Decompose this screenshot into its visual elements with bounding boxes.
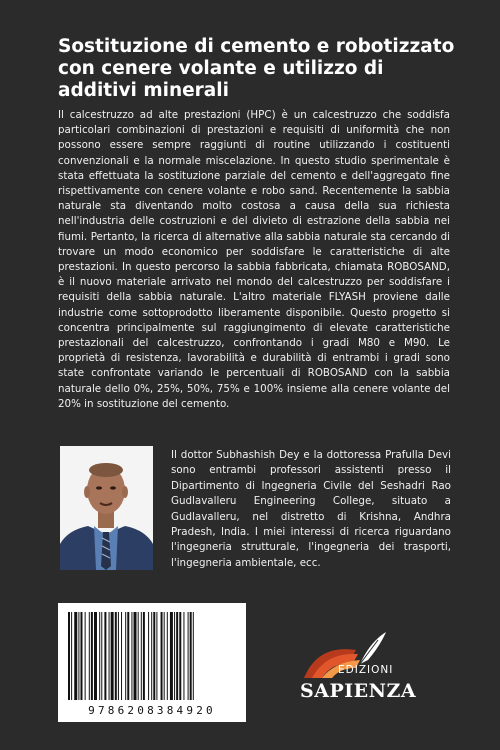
book-abstract: Il calcestruzzo ad alte prestazioni (HPC) è un calcestruzzo che soddisfa particolari combinazioni di prestazioni e requisiti di uniformità che non possono essere sempre raggiunti di routine utilizzando i costituenti convenzionali e la normale miscelazione. In questo studio sperimentale è stata effettuata la sostituzione parziale del cemento e dell'aggregato fine rispettivamente con cenere volante e robo sand. Recentemente la sabbia naturale sta diventando molto costosa a causa della sua richiesta nell'industria delle costruzioni e del divieto di estrazione della sabbia nei fiumi. Pertanto, la ricerca di alternative alla sabbia naturale sta cercando di trovare un modo economico per soddisfare le caratteristiche di alte prestazioni. In questo percorso la sabbia fabbricata, chiamata ROBOSAND, è il nuovo materiale arrivato nel mondo del calcestruzzo per soddisfare i requisiti della sabbia naturale. L'altro materiale FLYASH proviene dalle industrie come sottoprodotto liberamente disponibile. Questo progetto si concentra principalmente sul raggiungimento di elevate caratteristiche prestazionali del calcestruzzo, confrontando i gradi M80 e M90. Le proprietà di resistenza, lavorabilità e durabilità di entrambi i gradi sono state confrontate variando le percentuali di ROBOSAND con la sabbia naturale dello 0%, 25%, 50%, 75% e 100% insieme alla cenere volante del 20% in sostituzione del cemento. (58, 109, 450, 410)
isbn-barcode (58, 603, 246, 722)
publisher-name: SAPIENZA (300, 680, 417, 702)
publisher-logo (298, 630, 416, 710)
author-bio: Il dottor Subhashish Dey e la dottoressa Prafulla Devi sono entrambi professori assistenti presso il Dipartimento di Ingegneria Civile del Seshadri Rao Gudlavalleru Engineering College, situato a Gudlavalleru, nel distretto di Krishna, Andhra Pradesh, India. I miei interessi di ricerca riguardano l'ingegneria strutturale, l'ingegneria dei trasporti, l'ingegneria ambientale, ecc. (171, 449, 451, 569)
publisher-imprint: EDIZIONI (338, 664, 394, 676)
isbn-number: 9786208384920 (88, 704, 216, 717)
book-title: Sostituzione di cemento e robotizzato con cenere volante e utilizzo di additivi minerali (58, 36, 455, 101)
author-photo (60, 446, 153, 570)
barcode-bars (68, 612, 236, 700)
